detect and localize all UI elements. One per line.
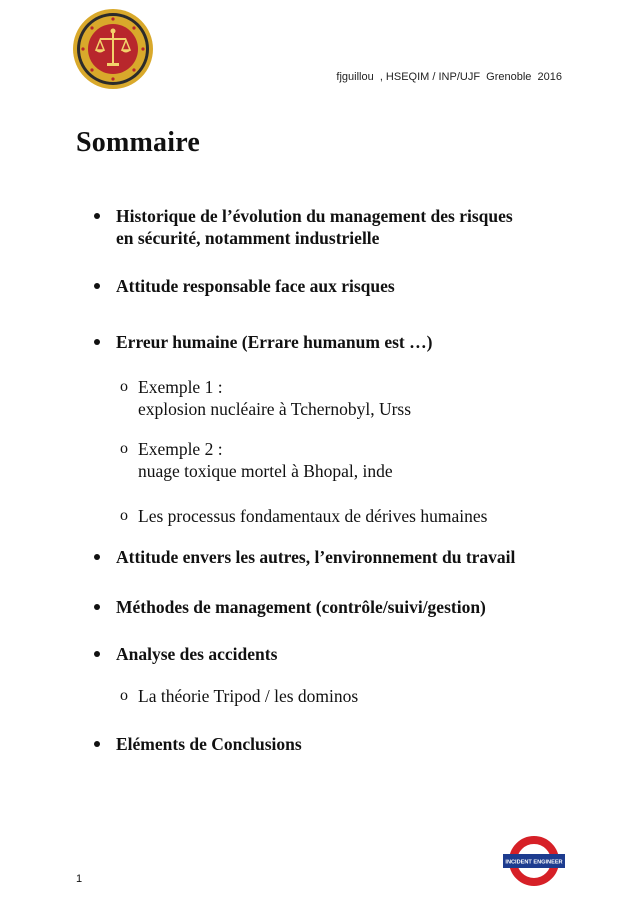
incident-engineer-roundel-logo [503, 836, 565, 886]
sub-item-line1: Exemple 2 : [138, 439, 223, 459]
page-title: Sommaire [76, 127, 200, 158]
sub-list-item: o Les processus fondamentaux de dérives humaines [138, 505, 558, 527]
list-item [116, 205, 566, 249]
sub-list-item [138, 438, 558, 482]
list-item-text-line1: Historique de l’évolution du management des risques [116, 206, 513, 226]
sub-list-item: o La théorie Tripod / les dominos [138, 685, 558, 707]
list-item: Méthodes de management (contrôle/suivi/gestion) [116, 596, 566, 618]
header-author-line: fjguillou , HSEQIM / INP/UJF Grenoble 2016 [336, 71, 562, 83]
list-item: Eléments de Conclusions [116, 733, 566, 755]
sub-item-line2: explosion nucléaire à Tchernobyl, Urss [138, 399, 412, 419]
page-number: 1 [76, 873, 83, 885]
list-item: Analyse des accidents [116, 643, 566, 665]
list-item: Erreur humaine (Errare humanum est …) [116, 331, 566, 353]
list-item: Attitude envers les autres, l’environnement du travail [116, 546, 566, 568]
sub-item-line2: nuage toxique mortel à Bhopal, inde [138, 461, 393, 481]
roundel-badge-text: INCIDENT ENGINEER [505, 859, 563, 866]
list-item: Attitude responsable face aux risques [116, 275, 566, 297]
list-item-text-line2: en sécurité, notamment industrielle [116, 228, 380, 248]
judiciary-seal-logo [72, 8, 154, 90]
sub-item-line1: Exemple 1 : [138, 377, 223, 397]
sub-list-item [138, 376, 558, 420]
